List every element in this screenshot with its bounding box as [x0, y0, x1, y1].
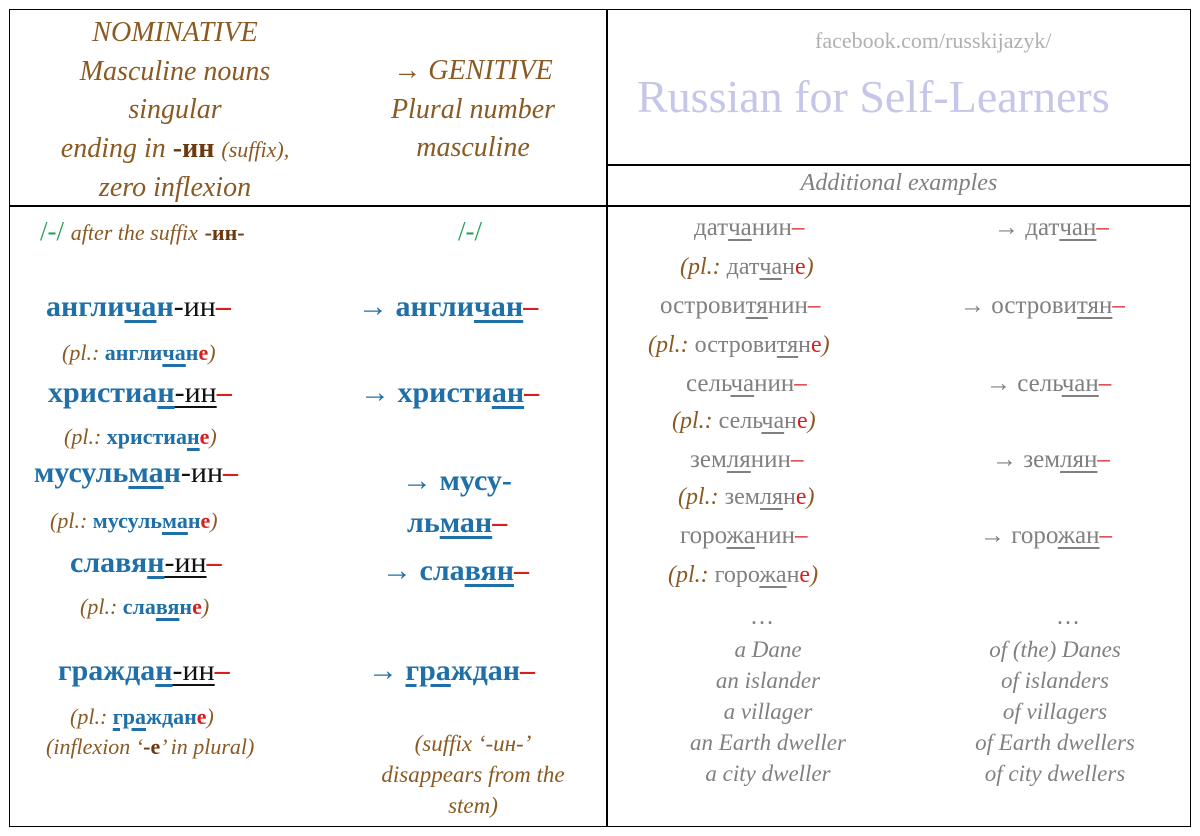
stem: христиа — [48, 376, 158, 409]
plural-ending: е — [794, 254, 806, 280]
stem: мусуль — [92, 508, 162, 533]
stem-stressed: ча — [162, 340, 186, 365]
stem: дат — [694, 214, 729, 241]
pl-label: pl.: — [71, 424, 102, 449]
stem-stressed: жа — [759, 562, 787, 588]
pl-open: ( — [678, 484, 686, 510]
translation: of villagers — [1002, 699, 1108, 724]
genitive-stressed: лян — [1060, 446, 1098, 473]
stem-end: н — [798, 332, 811, 358]
stem-stressed: ча — [759, 254, 783, 280]
after-suffix-text: after the suffix — [70, 220, 198, 245]
stem-end: н — [782, 254, 795, 280]
translation: of islanders — [1001, 668, 1109, 693]
zero-ending: – — [791, 214, 805, 241]
zero-ending: – — [1096, 214, 1109, 241]
zero-marker: /-/ — [40, 216, 64, 246]
stem-stressed: ча — [124, 290, 157, 323]
stem-end: нин — [750, 446, 791, 473]
suffix: -ин — [172, 654, 215, 687]
stem: сель — [686, 370, 731, 397]
stem: христиа — [106, 424, 187, 449]
plural-grazhdane — [70, 704, 214, 730]
zero-ending: – — [524, 376, 540, 409]
genitive-stem: ль — [407, 506, 440, 539]
note-line: (suffix ‘-ин-’ — [414, 731, 532, 756]
stem-stressed: н — [155, 654, 173, 687]
translation: of (the) Danes — [989, 637, 1121, 662]
translation: a Dane — [734, 637, 802, 662]
pl-open: ( — [672, 408, 680, 434]
stem: зем — [724, 484, 760, 510]
pl-open: ( — [50, 508, 58, 533]
stem-end: н — [185, 340, 199, 365]
pl-label: pl.: — [688, 254, 721, 280]
genitive-stem: → горо — [980, 522, 1058, 549]
translation: of city dwellers — [984, 761, 1126, 786]
zero-ending: – — [216, 376, 232, 409]
stem-stressed: ма — [128, 456, 164, 489]
word-anglichanin — [46, 290, 231, 324]
example-genitive — [960, 292, 1125, 320]
stem-end: нин — [767, 292, 808, 319]
stem-end: нин — [754, 370, 795, 397]
stem: дат — [726, 254, 760, 280]
translation: a city dweller — [705, 761, 831, 786]
genitive-stem: → христи — [360, 376, 492, 409]
pl-close: ) — [807, 408, 816, 434]
example-nominative — [694, 214, 804, 242]
genitive-stressed: вян — [464, 554, 514, 587]
stem-stressed: н — [186, 424, 200, 449]
header-line: Plural number — [390, 93, 556, 125]
stem-stressed: тя — [776, 332, 799, 358]
genitive-stressed: чан — [1061, 370, 1099, 397]
stem-stressed: вя — [155, 594, 180, 619]
suffix: -ин — [173, 290, 216, 323]
pl-open: ( — [680, 254, 688, 280]
zero-marker-genitive: /-/ — [458, 216, 482, 246]
pl-close: ) — [810, 562, 819, 588]
ellipsis: … — [1056, 604, 1080, 630]
zero-ending: – — [513, 554, 529, 587]
nominative-header — [10, 14, 340, 208]
column-divider — [606, 9, 608, 827]
zero-ending: – — [790, 446, 804, 473]
stem-stressed: ча — [730, 370, 755, 397]
zero-ending: – — [492, 506, 508, 539]
brand-title: Russian for Self-Learners — [637, 71, 1110, 122]
zero-ending: – — [206, 546, 222, 579]
plural-slavyane — [80, 594, 209, 620]
stem-end: нин — [751, 214, 792, 241]
stem-stressed: ля — [760, 484, 784, 510]
header-divider-right-top — [607, 164, 1191, 166]
additional-examples-heading: Additional examples — [800, 170, 998, 196]
pl-close: ) — [210, 508, 218, 533]
stem-end: нин — [754, 522, 796, 549]
genitive-stressed: чан — [1059, 214, 1097, 241]
header-line: zero inflexion — [98, 172, 252, 203]
plural-ending: е — [200, 508, 211, 533]
zero-ending: – — [223, 456, 239, 489]
zero-ending: – — [214, 654, 230, 687]
zero-ending: – — [215, 290, 231, 323]
plural-ending: е — [192, 594, 202, 619]
pl-close: ) — [805, 254, 814, 280]
example-plural — [668, 562, 818, 589]
example-plural — [680, 254, 814, 281]
stem-end: н — [187, 508, 201, 533]
suffix: -ин — [174, 376, 217, 409]
header-line: masculine — [416, 132, 530, 163]
stem: гражда — [58, 654, 156, 687]
genitive-stem: → острови — [960, 292, 1077, 319]
zero-ending: – — [807, 292, 821, 319]
word-musulmanin — [34, 456, 238, 490]
genitive-stem: ждан — [450, 654, 521, 687]
pl-label: pl.: — [676, 562, 709, 588]
note-text: (inflexion ‘ — [46, 734, 144, 759]
genitive-stem: → англи — [358, 290, 475, 323]
pl-close: ) — [806, 484, 815, 510]
note-line: disappears from the — [381, 762, 565, 787]
header-text: ending in — [60, 132, 173, 164]
plural-musulmane — [50, 508, 218, 534]
pl-open: ( — [64, 424, 72, 449]
genitive-stem: → зем — [992, 446, 1061, 473]
suffix-in: -ин- — [204, 220, 245, 245]
pl-label: pl.: — [87, 594, 118, 619]
stem-end: н — [786, 562, 800, 588]
suffix-note: (suffix), — [221, 136, 290, 162]
plural-khristiane — [64, 424, 217, 450]
stem-end: н — [163, 456, 181, 489]
pl-label: pl.: — [680, 408, 713, 434]
suffix-disappears-note — [340, 728, 606, 821]
zero-ending: – — [1099, 522, 1113, 549]
stem: острови — [694, 332, 777, 358]
example-plural — [678, 484, 815, 511]
stem-end: н — [784, 408, 797, 434]
header-line: NOMINATIVE — [92, 17, 258, 48]
pl-open: ( — [80, 594, 88, 619]
note-line: stem) — [448, 793, 498, 818]
example-genitive — [992, 446, 1110, 474]
plural-ending: е — [810, 332, 822, 358]
header-line — [10, 130, 340, 170]
genitive-stressed: ан — [491, 376, 525, 409]
genitive-stressed: ман — [439, 506, 493, 539]
genitive-stressed: чан — [474, 290, 524, 323]
genitive-arrow: → — [368, 654, 406, 687]
genitive-grazhdan — [368, 654, 535, 688]
translations-plural — [930, 634, 1180, 789]
translation: a villager — [723, 699, 813, 724]
stem-end: н — [783, 484, 796, 510]
pl-label: pl.: — [69, 340, 100, 365]
plural-ending: е — [198, 340, 209, 365]
word-slavyanin — [70, 546, 222, 580]
plural-ending: е — [799, 562, 811, 588]
stem: сель — [718, 408, 762, 434]
stem: горо — [714, 562, 760, 588]
stem-stressed: жа — [726, 522, 755, 549]
genitive-stressed: жан — [1057, 522, 1100, 549]
stem-stressed: гра — [112, 704, 147, 729]
genitive-stem: → мусу- — [402, 464, 512, 497]
stem: ждан — [146, 704, 197, 729]
pl-close: ) — [209, 424, 217, 449]
note-ending: -е — [143, 734, 161, 759]
note-text: ’ in plural) — [160, 734, 255, 759]
genitive-stem: → сла — [382, 554, 465, 587]
header-divider-right-bottom — [607, 205, 1191, 207]
inflexion-note — [46, 734, 254, 760]
header-line: Masculine nouns — [79, 55, 271, 87]
stem-end: н — [179, 594, 193, 619]
pl-open: ( — [668, 562, 676, 588]
stem: славя — [70, 546, 148, 579]
stem: мусуль — [34, 456, 129, 489]
zero-ending: – — [523, 290, 539, 323]
pl-close: ) — [821, 332, 830, 358]
genitive-stressed: тян — [1076, 292, 1113, 319]
genitive-header — [340, 52, 606, 168]
stem-stressed: н — [147, 546, 165, 579]
plural-anglichane — [62, 340, 216, 366]
stem-stressed: тя — [745, 292, 768, 319]
example-genitive — [980, 522, 1112, 550]
word-khristianin — [48, 376, 232, 410]
stem: горо — [680, 522, 727, 549]
plural-ending: е — [795, 484, 807, 510]
pl-open: ( — [70, 704, 78, 729]
stem-stressed: ча — [761, 408, 785, 434]
pl-label: pl.: — [57, 508, 88, 533]
pl-label: pl.: — [686, 484, 719, 510]
suffix-in: -ин — [172, 132, 215, 164]
stem-stressed: ча — [728, 214, 752, 241]
translation: an Earth dweller — [690, 730, 846, 755]
stem-end: н — [156, 290, 174, 323]
genitive-stressed: гра — [405, 654, 451, 687]
pl-open: ( — [648, 332, 656, 358]
stem: англи — [104, 340, 163, 365]
translations-singular — [620, 634, 916, 789]
pl-close: ) — [208, 340, 216, 365]
genitive-musulman-line2 — [407, 506, 507, 540]
header-line: → GENITIVE — [393, 55, 553, 86]
zero-ending: – — [795, 522, 808, 549]
ellipsis: … — [750, 604, 774, 630]
genitive-anglichan — [358, 290, 538, 324]
genitive-stem: → дат — [994, 214, 1060, 241]
example-genitive — [994, 214, 1109, 242]
stem-stressed: ма — [162, 508, 188, 533]
zero-inflexion-row — [40, 216, 245, 247]
pl-label: pl.: — [77, 704, 108, 729]
zero-ending: – — [1098, 370, 1112, 397]
genitive-stem: → сель — [986, 370, 1062, 397]
example-nominative — [660, 292, 820, 320]
zero-ending: – — [520, 654, 536, 687]
example-nominative — [690, 446, 803, 474]
pl-close: ) — [201, 594, 210, 619]
plural-ending: е — [796, 408, 808, 434]
example-genitive — [986, 370, 1111, 398]
genitive-musulman-line1 — [402, 464, 512, 498]
example-plural — [648, 332, 830, 359]
zero-ending: – — [1097, 446, 1110, 473]
stem-stressed: н — [157, 376, 175, 409]
facebook-link: facebook.com/russkijazyk/ — [815, 28, 1052, 53]
stem: острови — [660, 292, 746, 319]
pl-open: ( — [62, 340, 70, 365]
pl-label: pl.: — [656, 332, 689, 358]
genitive-khristian — [360, 376, 539, 410]
word-grazhdanin — [58, 654, 230, 688]
pl-close: ) — [206, 704, 214, 729]
stem-stressed: ля — [726, 446, 751, 473]
zero-ending: – — [1112, 292, 1125, 319]
translation: an islander — [715, 668, 821, 693]
stem: сла — [122, 594, 156, 619]
header-line: singular — [128, 94, 222, 125]
translation: of Earth dwellers — [975, 730, 1135, 755]
suffix: -ин — [180, 456, 224, 489]
example-nominative — [680, 522, 808, 550]
example-plural — [672, 408, 816, 435]
plural-ending: е — [196, 704, 207, 729]
example-nominative — [686, 370, 807, 398]
plural-ending: е — [199, 424, 210, 449]
genitive-slavyan — [382, 554, 529, 588]
stem: англи — [46, 290, 125, 323]
zero-ending: – — [794, 370, 807, 397]
suffix: -ин — [164, 546, 207, 579]
stem: зем — [690, 446, 727, 473]
